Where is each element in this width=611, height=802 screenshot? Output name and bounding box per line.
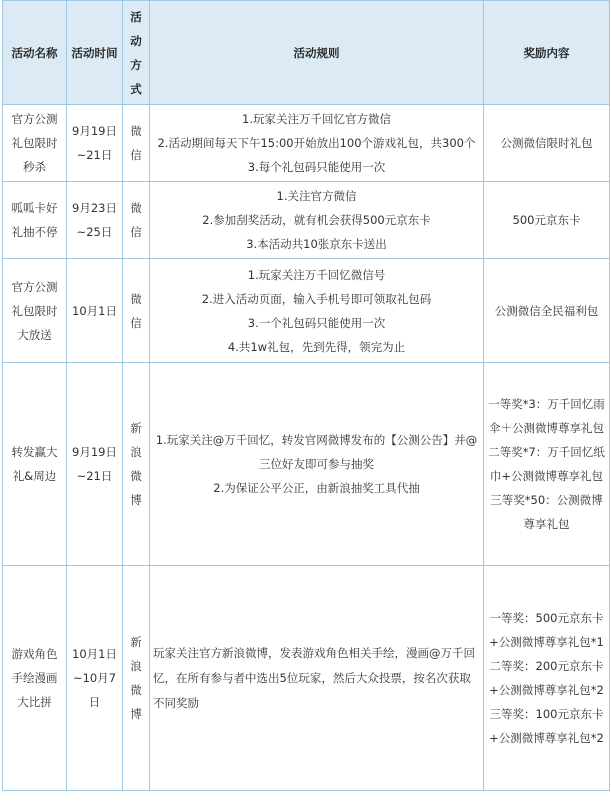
cell-activity-time: 9月19日~21日 xyxy=(67,105,123,182)
table-row xyxy=(3,566,610,791)
cell-activity-name: 呱呱卡好礼抽不停 xyxy=(3,182,67,259)
header-activity-name: 活动名称 xyxy=(3,1,67,105)
cell-activity-name: 官方公测礼包限时秒杀 xyxy=(3,105,67,182)
cell-activity-name: 官方公测礼包限时大放送 xyxy=(3,259,67,363)
table-row xyxy=(3,363,610,566)
cell-activity-name: 游戏角色手绘漫画大比拼 xyxy=(3,566,67,791)
cell-activity-time: 10月1日 xyxy=(67,259,123,363)
table-row xyxy=(3,259,610,363)
reward-line: 一等奖*3：万千回忆雨伞＋公测微博尊享礼包 xyxy=(488,397,605,435)
table-row xyxy=(3,105,610,182)
table-header-row xyxy=(3,1,610,105)
rule-line: 1.玩家关注@万千回忆，转发官网微博发布的【公测公告】并@三位好友即可参与抽奖 xyxy=(155,433,478,471)
rule-line: 2.活动期间每天下午15:00开始放出100个游戏礼包，共300个 xyxy=(157,136,476,150)
cell-activity-method: 新浪微博 xyxy=(123,363,150,566)
reward-line: 三等奖：100元京东卡+公测微博尊享礼包*2 xyxy=(489,707,604,745)
cell-activity-time: 9月19日~21日 xyxy=(67,363,123,566)
reward-line: 公测微信限时礼包 xyxy=(500,136,593,150)
rule-line: 1.关注官方微信 xyxy=(276,189,357,203)
rules-paragraph: 玩家关注官方新浪微博，发表游戏角色相关手绘，漫画@万千回忆，在所有参与者中选出5位玩家，然后大众投票，按名次获取不同奖励 xyxy=(153,645,475,710)
reward-line: 三等奖*50：公测微博尊享礼包 xyxy=(490,493,603,531)
cell-activity-method: 新浪微博 xyxy=(123,566,150,791)
cell-activity-rules xyxy=(150,363,484,566)
cell-activity-method: 微信 xyxy=(123,259,150,363)
activity-table xyxy=(2,0,610,791)
reward-line: 公测微信全民福利包 xyxy=(494,303,599,318)
cell-activity-method: 微信 xyxy=(123,105,150,182)
rule-line: 2.为保证公平公正，由新浪抽奖工具代抽 xyxy=(213,481,420,495)
cell-activity-name: 转发赢大礼&周边 xyxy=(3,363,67,566)
cell-reward xyxy=(484,363,610,566)
cell-activity-method: 微信 xyxy=(123,182,150,259)
cell-reward xyxy=(484,566,610,791)
table-row xyxy=(3,182,610,259)
rule-line: 2.进入活动页面，输入手机号即可领取礼包码 xyxy=(201,291,432,306)
header-activity-rules: 活动规则 xyxy=(150,1,484,105)
rule-line: 4.共1w礼包，先到先得，领完为止 xyxy=(227,339,406,354)
header-activity-time: 活动时间 xyxy=(67,1,123,105)
cell-activity-rules xyxy=(150,566,484,791)
rule-line: 1.玩家关注万千回忆官方微信 xyxy=(242,112,391,126)
cell-activity-time: 10月1日~10月7日 xyxy=(67,566,123,791)
cell-activity-time: 9月23日~25日 xyxy=(67,182,123,259)
cell-activity-rules xyxy=(150,105,484,182)
cell-activity-rules xyxy=(150,182,484,259)
rule-line: 3.一个礼包码只能使用一次 xyxy=(247,315,386,330)
reward-line: 一等奖：500元京东卡+公测微博尊享礼包*1 xyxy=(489,611,604,649)
cell-reward xyxy=(484,259,610,363)
reward-line: 二等奖：200元京东卡+公测微博尊享礼包*2 xyxy=(489,659,604,697)
reward-line: 二等奖*7：万千回忆纸巾+公测微博尊享礼包 xyxy=(488,445,605,483)
rule-line: 1.玩家关注万千回忆微信号 xyxy=(247,267,386,282)
header-activity-method: 活动方式 xyxy=(123,1,150,105)
header-reward: 奖励内容 xyxy=(484,1,610,105)
cell-reward xyxy=(484,182,610,259)
cell-reward xyxy=(484,105,610,182)
rule-line: 3.每个礼包码只能使用一次 xyxy=(247,160,386,174)
rule-line: 3.本活动共10张京东卡送出 xyxy=(246,237,387,251)
rule-line: 2.参加刮奖活动，就有机会获得500元京东卡 xyxy=(202,213,431,227)
reward-line: 500元京东卡 xyxy=(512,213,581,227)
cell-activity-rules xyxy=(150,259,484,363)
